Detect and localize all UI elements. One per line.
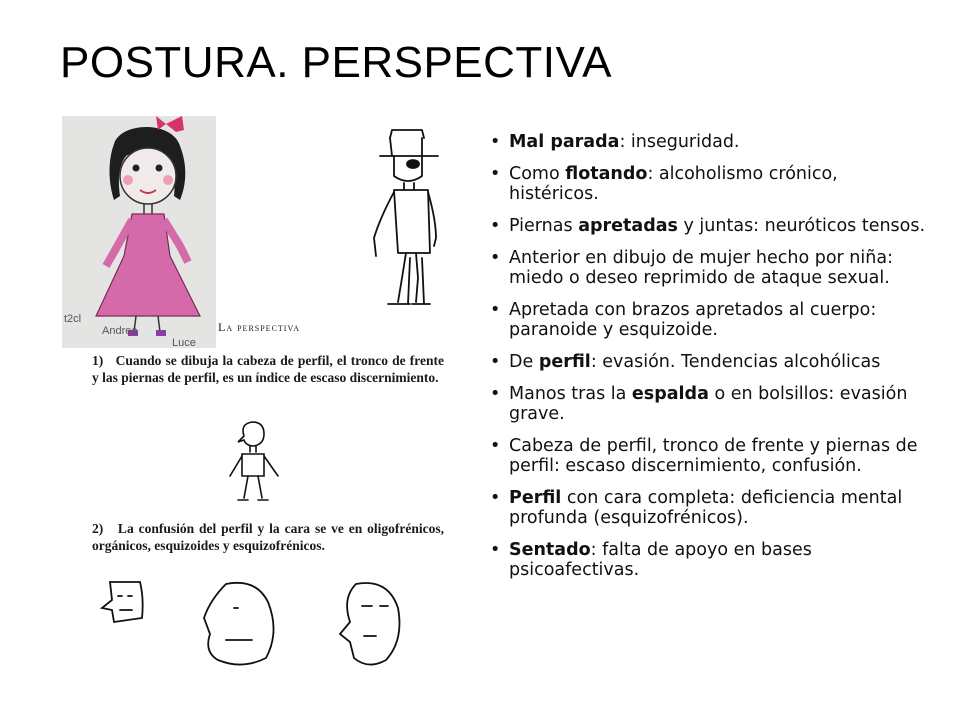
scribble-text-2: Andrea xyxy=(102,325,138,337)
bullet-pre-text: De xyxy=(509,352,539,372)
scribble-text-3: Luce xyxy=(172,337,196,348)
profile-head-1 xyxy=(92,578,152,636)
bullet-text: Cabeza de perfil, tronco de frente y piernas de perfil: escaso discernimiento, confusión. xyxy=(509,436,918,476)
bullet-bold-text: Perfil xyxy=(509,488,562,508)
bullet-text: con cara completa: deficiencia mental profunda (esquizofrénicos). xyxy=(509,488,903,528)
bullet-bold-text: Sentado xyxy=(509,540,591,560)
man-with-hat-sketch xyxy=(350,128,450,313)
bullet-bold-text: Mal parada xyxy=(509,132,620,152)
bullet-item xyxy=(488,300,928,340)
bullet-item xyxy=(488,488,928,528)
small-figure-sketch xyxy=(222,418,288,508)
bullet-item xyxy=(488,384,928,424)
bullet-text: Anterior en dibujo de mujer hecho por niña: miedo o deseo reprimido de ataque sexual. xyxy=(509,248,893,288)
scribble-text-1: t2cl xyxy=(64,313,82,325)
profile-head-2 xyxy=(196,578,286,670)
profile-head-3 xyxy=(328,578,408,670)
bullet-item xyxy=(488,164,928,204)
bullet-text: Apretada con brazos apretados al cuerpo: paranoide y esquizoide. xyxy=(509,300,877,340)
bullet-item xyxy=(488,216,928,236)
slide-title: POSTURA. PERSPECTIVA xyxy=(60,38,612,87)
bullet-bold-text: perfil xyxy=(538,352,591,372)
bullet-pre-text: Piernas xyxy=(509,216,579,236)
bullet-text: y juntas: neuróticos tensos. xyxy=(677,216,926,236)
bullet-item xyxy=(488,436,928,476)
bullet-text: : alcoholismo crónico, histéricos. xyxy=(509,164,838,204)
bullet-item xyxy=(488,352,928,372)
bullet-bold-text: espalda xyxy=(631,384,709,404)
bullet-pre-text: Como xyxy=(509,164,566,184)
bullet-item xyxy=(488,540,928,580)
book-heading: La perspectiva xyxy=(218,320,300,334)
bullet-text: : falta de apoyo en bases psicoafectivas. xyxy=(509,540,812,580)
girl-drawing xyxy=(62,116,216,348)
bullet-pre-text: Manos tras la xyxy=(509,384,632,404)
bullet-bold-text: flotando xyxy=(565,164,648,184)
book-paragraph-1: 1) Cuando se dibuja la cabeza de perfil, el tronco de frente y las piernas de perfil, es un índice de escaso discernimiento. xyxy=(92,353,444,385)
bullet-item xyxy=(488,132,928,152)
bullet-text: : evasión. Tendencias alcohólicas xyxy=(590,352,881,372)
bullet-text: o en bolsillos: evasión grave. xyxy=(509,384,908,424)
bullet-text: : inseguridad. xyxy=(619,132,740,152)
bullet-bold-text: apretadas xyxy=(578,216,678,236)
child-drawing-photo xyxy=(62,116,216,348)
bullet-item xyxy=(488,248,928,288)
book-paragraph-2: 2) La confusión del perfil y la cara se ve en oligofrénicos, orgánicos, esquizoides y esquizofrénicos. xyxy=(92,521,444,553)
bullet-list xyxy=(488,132,928,592)
